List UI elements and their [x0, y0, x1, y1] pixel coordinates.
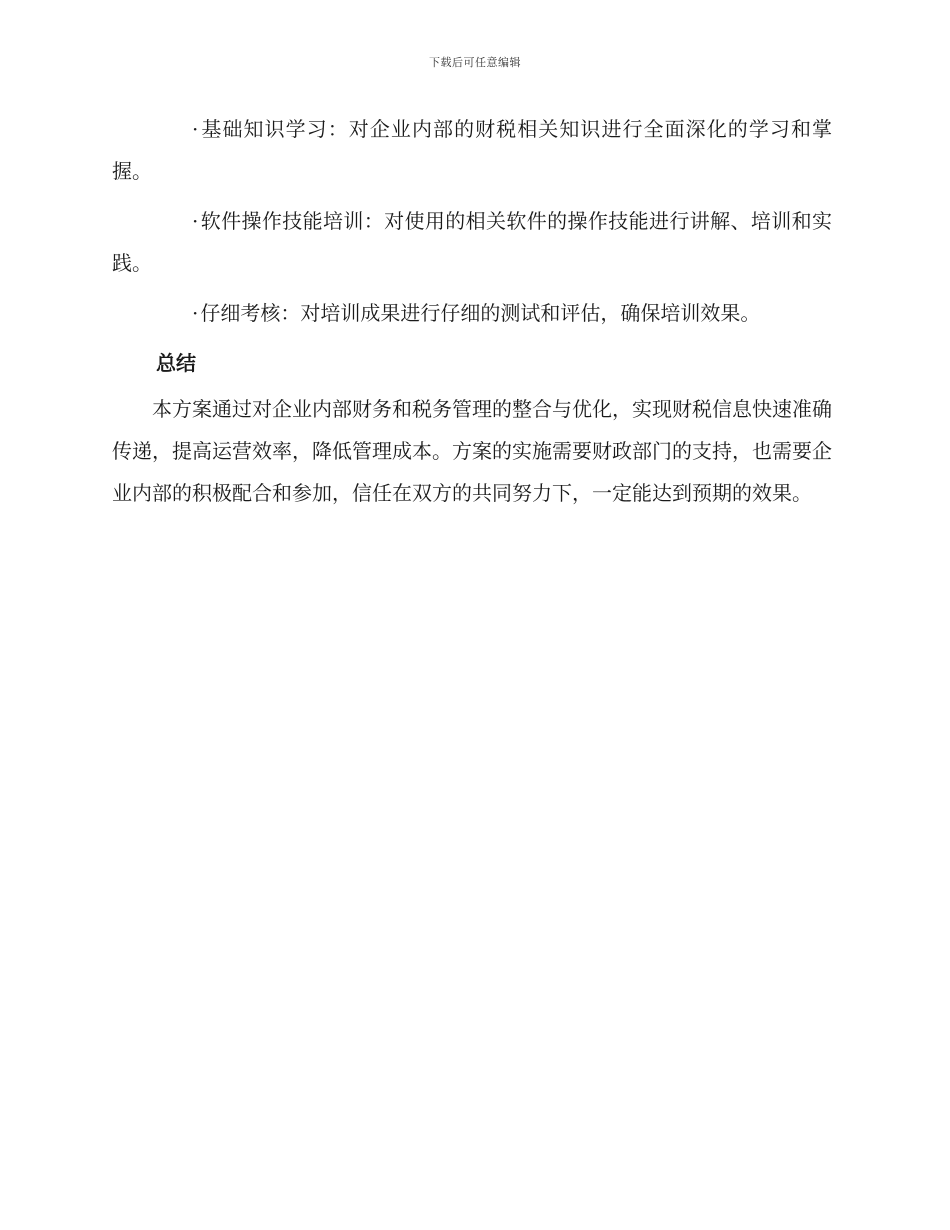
bullet-text: 仔细考核：对培训成果进行仔细的测试和评估，确保培训效果。: [200, 301, 761, 325]
document-body: [112, 108, 832, 522]
bullet-item: [112, 108, 832, 192]
bullet-item: [112, 200, 832, 284]
bullet-mark: ·: [192, 209, 199, 233]
bullet-mark: ·: [192, 117, 199, 141]
bullet-mark: ·: [192, 301, 199, 325]
bullet-item: [112, 292, 832, 334]
bullet-text: 软件操作技能培训：对使用的相关软件的操作技能进行讲解、培训和实践。: [112, 209, 832, 275]
page-header: 下载后可任意编辑: [429, 56, 521, 69]
bullet-text: 基础知识学习：对企业内部的财税相关知识进行全面深化的学习和掌握。: [112, 117, 832, 183]
summary-paragraph: 本方案通过对企业内部财务和税务管理的整合与优化，实现财税信息快速准确传递，提高运营效率，降低管理成本。方案的实施需要财政部门的支持，也需要企业内部的积极配合和参加，信任在双方的共同努力下，一定能达到预期的效果。: [112, 397, 832, 505]
summary-heading: 总结: [156, 351, 196, 375]
